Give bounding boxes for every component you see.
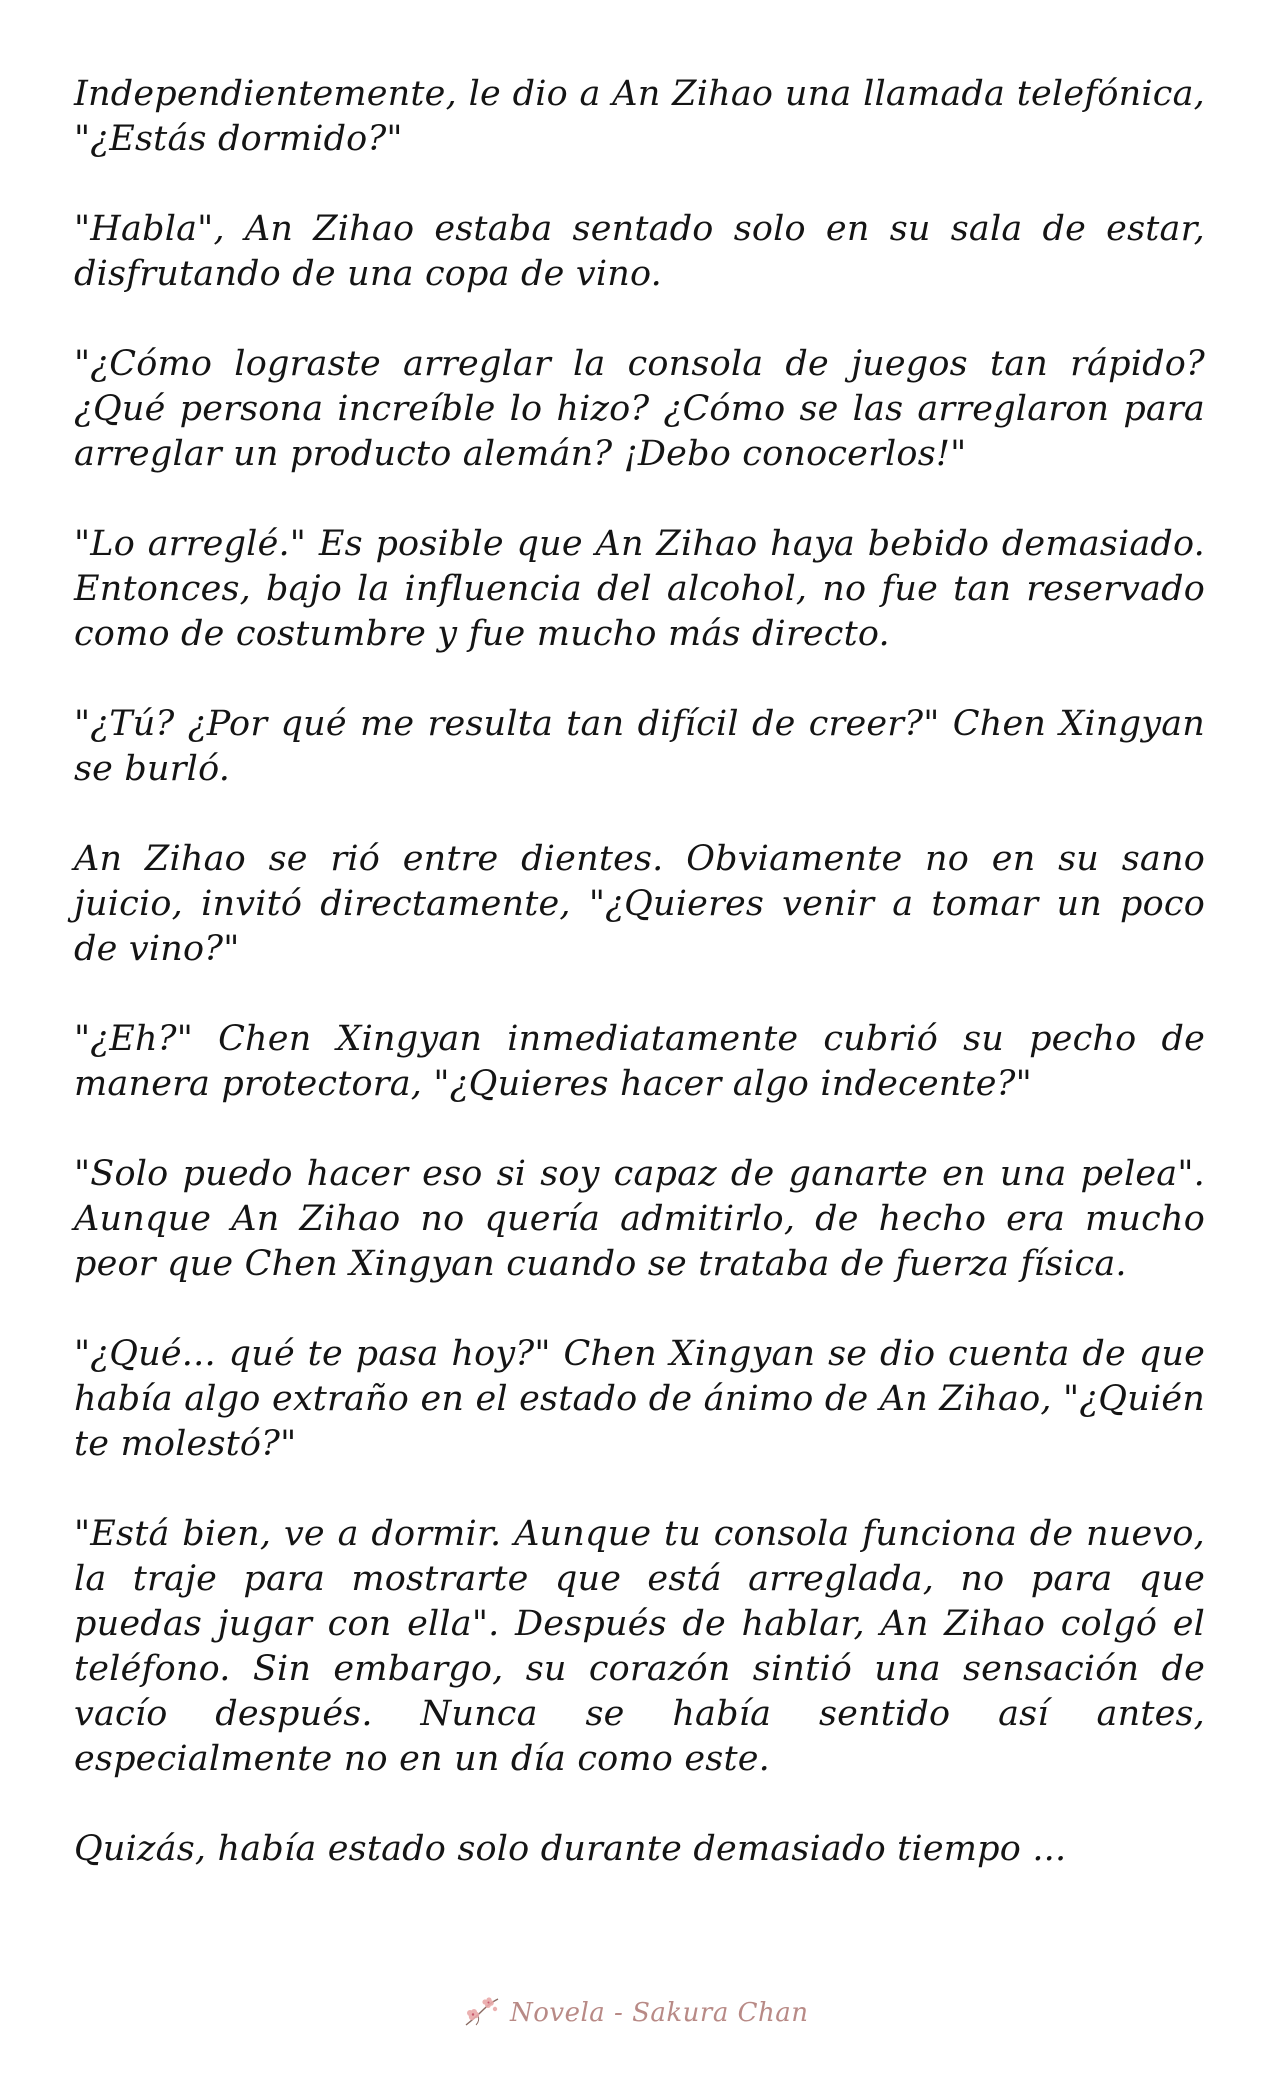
paragraph-3: "¿Cómo lograste arreglar la consola de juegos tan rápido? ¿Qué persona increíble lo hizo? ¿Cómo se las arreglaron para arreglar un producto alemán? ¡Debo conocerlos!" — [74, 344, 1205, 474]
paragraph-1: Independientemente, le dio a An Zihao una llamada telefónica, "¿Estás dormido?" — [74, 74, 1205, 159]
paragraph-11: Quizás, había estado solo durante demasiado tiempo ... — [74, 1829, 1067, 1869]
document-body — [74, 72, 1205, 1872]
watermark-text: Novela - Sakura Chan — [510, 1998, 809, 2028]
watermark — [462, 1990, 842, 2036]
paragraph-9: "¿Qué... qué te pasa hoy?" Chen Xingyan se dio cuenta de que había algo extraño en el estado de ánimo de An Zihao, "¿Quién te molestó?" — [74, 1334, 1205, 1464]
paragraph-7: "¿Eh?" Chen Xingyan inmediatamente cubrió su pecho de manera protectora, "¿Quieres hacer algo indecente?" — [74, 1019, 1205, 1104]
paragraph-6: An Zihao se rió entre dientes. Obviamente no en su sano juicio, invitó directamente, "¿Quieres venir a tomar un poco de vino?" — [74, 839, 1205, 969]
paragraph-4: "Lo arreglé." Es posible que An Zihao haya bebido demasiado. Entonces, bajo la influencia del alcohol, no fue tan reservado como de costumbre y fue mucho más directo. — [74, 524, 1205, 654]
paragraph-5: "¿Tú? ¿Por qué me resulta tan difícil de creer?" Chen Xingyan se burló. — [74, 704, 1205, 789]
sakura-blossom-icon — [462, 1995, 502, 2031]
paragraph-8: "Solo puedo hacer eso si soy capaz de ganarte en una pelea". Aunque An Zihao no quería admitirlo, de hecho era mucho peor que Chen Xingyan cuando se trataba de fuerza física. — [74, 1154, 1205, 1284]
paragraph-10: "Está bien, ve a dormir. Aunque tu consola funciona de nuevo, la traje para mostrarte que está arreglada, no para que puedas jugar con ella". Después de hablar, An Zihao colgó el teléfono. Sin embargo, su corazón sintió una sensación de vacío después. Nunca se había sentido así antes, especialmente no en un día como este. — [74, 1514, 1205, 1779]
paragraph-2: "Habla", An Zihao estaba sentado solo en su sala de estar, disfrutando de una copa de vino. — [74, 209, 1205, 294]
